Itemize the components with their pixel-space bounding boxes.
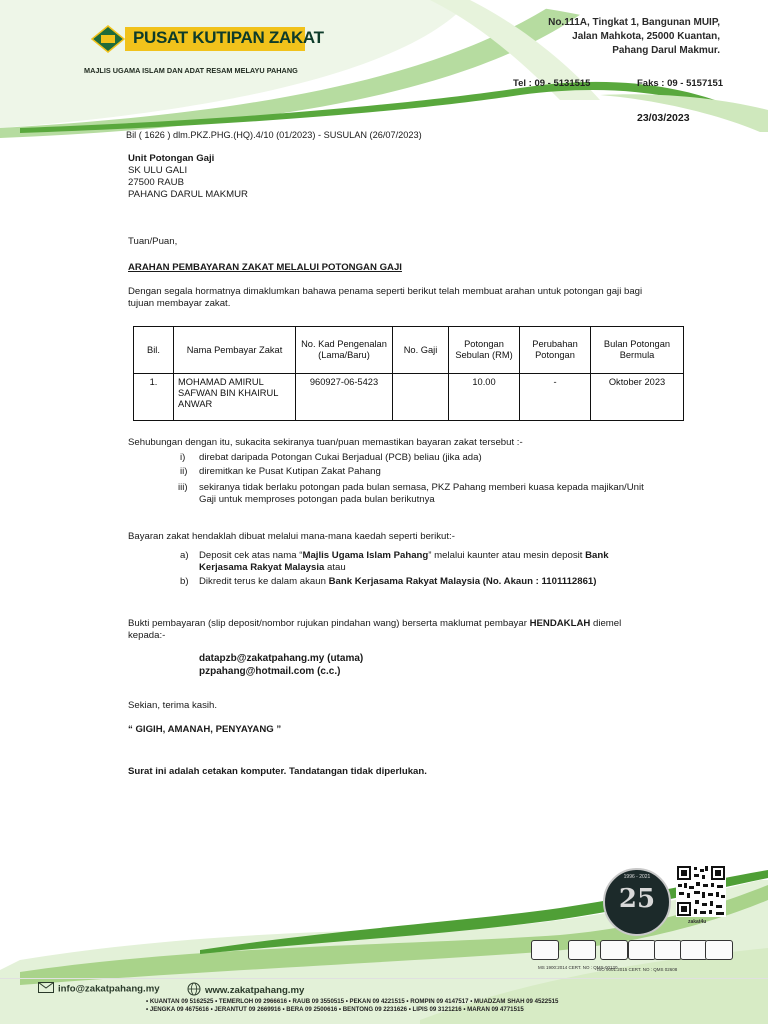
text-span: diemel — [590, 618, 622, 629]
table-cell: Oktober 2023 — [591, 374, 684, 421]
address-line: Pahang Darul Makmur. — [612, 45, 720, 56]
payment-method-transfer — [199, 576, 596, 588]
para2-item-line: Gaji untuk memproses potongan pada bulan berikutnya — [199, 494, 435, 505]
column-header: Bulan Potongan Bermula — [591, 327, 684, 374]
text-span: Deposit cek atas nama “ — [199, 550, 303, 561]
email-list — [199, 652, 363, 678]
qr-caption: zakat4u — [688, 919, 707, 925]
certification-number: ISO 9001:2015 CERT. NO : QMS 02608 — [597, 967, 678, 972]
table-row — [134, 374, 684, 421]
payment-method-cheque — [199, 550, 609, 574]
globe-icon — [187, 982, 201, 999]
pkz-logo — [85, 19, 324, 59]
para3-item-label: a) — [180, 550, 189, 561]
reference-number: Bil ( 1626 ) dlm.PKZ.PHG.(HQ).4/10 (01/2023) - SUSULAN (26/07/2023) — [126, 130, 422, 140]
recipient-line: Unit Potongan Gaji — [128, 153, 215, 164]
para2-item-line: sekiranya tidak berlaku potongan pada bulan semasa, PKZ Pahang memberi kuasa kepada majikan/Unit — [199, 482, 644, 493]
bank-account: Bank Kerjasama Rakyat Malaysia (No. Akaun : 1101112861) — [328, 576, 597, 587]
paragraph-3-intro: Bayaran zakat hendaklah dibuat melalui mana-mana kaedah seperti berikut:- — [128, 531, 455, 542]
text-span: Bukti pembayaran (slip deposit/nombor rujukan pindahan wang) berserta maklumat pembayar — [128, 618, 530, 629]
recipient-line: PAHANG DARUL MAKMUR — [128, 189, 248, 200]
table-header-row — [134, 327, 684, 374]
para2-item-text: direbat daripada Potongan Cukai Berjadual (PCB) beliau (jika ada) — [199, 452, 482, 463]
intro-line: tujuan membayar zakat. — [128, 298, 231, 309]
intro-line: Dengan segala hormatnya dimaklumkan bahawa penama seperti berikut telah membuat arahan untuk potongan gaji bagi — [128, 286, 643, 297]
text-span: ” melalui kaunter atau mesin deposit — [428, 550, 586, 561]
logo-subtitle: MAJLIS UGAMA ISLAM DAN ADAT RESAM MELAYU PAHANG — [84, 66, 298, 75]
computer-generated-note: Surat ini adalah cetakan komputer. Tandatangan tidak diperlukan. — [128, 766, 427, 777]
footer-email[interactable] — [38, 982, 160, 996]
intro-paragraph — [128, 286, 642, 310]
paragraph-4 — [128, 618, 621, 642]
text-line: kepada:- — [128, 630, 166, 641]
fax-number: Faks : 09 - 5157151 — [637, 78, 724, 89]
bank-name: Bank — [585, 550, 609, 561]
motto: “ GIGIH, AMANAH, PENYAYANG ” — [128, 724, 282, 735]
certification-logo — [600, 940, 628, 960]
column-header: Bil. — [134, 327, 174, 374]
para3-item-label: b) — [180, 576, 189, 587]
letter-date: 23/03/2023 — [637, 112, 690, 124]
certification-logo — [654, 940, 682, 960]
footer-email-text: info@zakatpahang.my — [58, 983, 160, 995]
address-line: Jalan Mahkota, 25000 Kuantan, — [572, 31, 720, 42]
para2-item-label: ii) — [180, 466, 188, 477]
logo-text: PUSAT KUTIPAN ZAKAT — [133, 28, 324, 47]
table-cell: 1. — [134, 374, 174, 421]
table-cell: 960927-06-5423 — [296, 374, 393, 421]
payee-name: Majlis Ugama Islam Pahang — [302, 550, 429, 561]
column-header: Nama Pembayar Zakat — [174, 327, 296, 374]
footer-website[interactable] — [187, 982, 304, 999]
email-address: datapzb@zakatpahang.my (utama) — [199, 653, 364, 664]
table-cell — [393, 374, 449, 421]
certification-logo — [680, 940, 708, 960]
branch-offices-line: • JENGKA 09 4675616 • JERANTUT 09 2669916 • BERA 09 2500616 • BENTONG 09 2231626 • LIPIS 09 3121216 • MARAN 09 4771515 — [146, 1006, 524, 1013]
column-header: Potongan Sebulan (RM) — [449, 327, 520, 374]
para2-item-text: diremitkan ke Pusat Kutipan Zakat Pahang — [199, 466, 381, 477]
recipient-line: 27500 RAUB — [128, 177, 184, 188]
badge-number: 25 — [618, 884, 656, 914]
footer-website-text: www.zakatpahang.my — [205, 985, 305, 997]
column-header: No. Kad Pengenalan (Lama/Baru) — [296, 327, 393, 374]
closing-line: Sekian, terima kasih. — [128, 700, 218, 711]
certification-logo — [705, 940, 733, 960]
text-span: Dikredit terus ke dalam akaun — [199, 576, 329, 587]
para2-item-text — [199, 482, 644, 506]
para2-item-label: i) — [180, 452, 186, 463]
bank-name: Kerjasama Rakyat Malaysia — [199, 562, 325, 573]
telephone-number: Tel : 09 - 5131515 — [513, 78, 591, 89]
envelope-icon — [38, 982, 54, 996]
column-header: Perubahan Potongan — [520, 327, 591, 374]
column-header: No. Gaji — [393, 327, 449, 374]
branch-offices-line: • KUANTAN 09 5162525 • TEMERLOH 09 2966616 • RAUB 09 3550515 • PEKAN 09 4221515 • ROMPIN 09 4147517 • MUADZAM SHAH 09 4522515 — [146, 998, 559, 1005]
table-cell: MOHAMAD AMIRUL SAFWAN BIN KHAIRUL ANWAR — [174, 374, 296, 421]
recipient-line: SK ULU GALI — [128, 165, 188, 176]
text-span: atau — [324, 562, 346, 573]
deduction-table — [133, 326, 684, 421]
recipient-address — [128, 153, 248, 201]
certification-logo — [531, 940, 559, 960]
email-address: pzpahang@hotmail.com (c.c.) — [199, 666, 341, 677]
badge-years: 1996 - 2021 — [623, 874, 651, 880]
para2-item-label: iii) — [178, 482, 188, 493]
table-cell: 10.00 — [449, 374, 520, 421]
paragraph-2-intro: Sehubungan dengan itu, sukacita sekiranya tuan/puan memastikan bayaran zakat tersebut :- — [128, 437, 523, 448]
address-line: No.111A, Tingkat 1, Bangunan MUIP, — [548, 17, 720, 28]
salutation: Tuan/Puan, — [128, 236, 178, 247]
certification-logo — [568, 940, 596, 960]
table-cell: - — [520, 374, 591, 421]
certification-logo — [628, 940, 656, 960]
anniversary-badge — [603, 868, 671, 936]
letter-subject: ARAHAN PEMBAYARAN ZAKAT MELALUI POTONGAN GAJI — [128, 262, 402, 273]
logo-emblem — [91, 25, 125, 53]
qr-code — [676, 865, 726, 917]
certification-number: MS 1900:2014 CERT. NO : QMS-00120 — [538, 965, 618, 970]
emphasis-text: HENDAKLAH — [529, 618, 591, 629]
office-address — [548, 16, 720, 58]
